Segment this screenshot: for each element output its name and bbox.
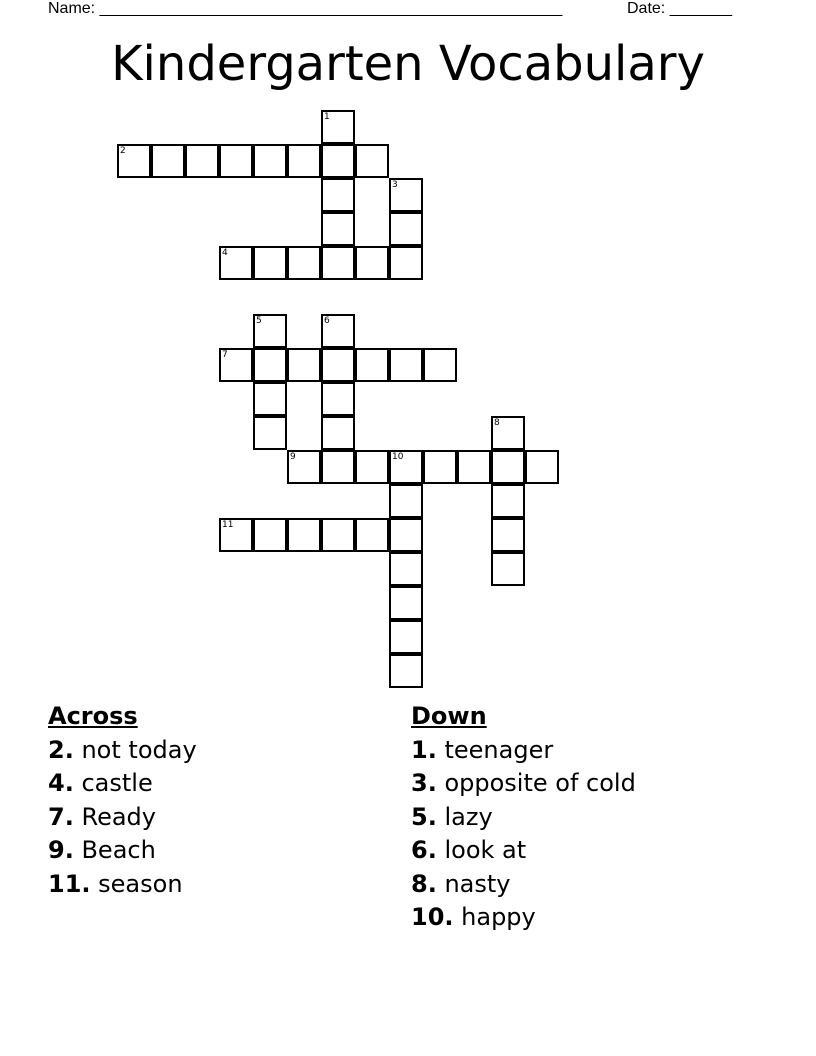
crossword-cell[interactable] [117, 144, 151, 178]
page-title: Kindergarten Vocabulary [111, 36, 705, 92]
crossword-cell[interactable] [151, 144, 185, 178]
clue-number: 8 [494, 418, 500, 428]
crossword-cell[interactable] [389, 620, 423, 654]
crossword-cell[interactable] [185, 144, 219, 178]
crossword-cell[interactable] [389, 586, 423, 620]
crossword-cell[interactable] [321, 348, 355, 382]
crossword-cell[interactable] [287, 518, 321, 552]
clue-number: 4 [222, 248, 228, 258]
crossword-cell[interactable] [389, 654, 423, 688]
clue-number: 11 [222, 520, 234, 530]
crossword-cell[interactable] [321, 382, 355, 416]
clue-number: 6 [324, 316, 330, 326]
crossword-cell[interactable] [389, 552, 423, 586]
crossword-cell[interactable] [389, 484, 423, 518]
clue-number: 9 [290, 452, 296, 462]
crossword-cell[interactable] [219, 348, 253, 382]
crossword-cell[interactable] [253, 382, 287, 416]
crossword-cell[interactable] [355, 450, 389, 484]
crossword-cell[interactable] [321, 178, 355, 212]
name-field-label: Name: ____________________________________________________ [48, 0, 563, 17]
crossword-cell[interactable] [355, 144, 389, 178]
crossword-cell[interactable] [355, 246, 389, 280]
crossword-cell[interactable] [219, 518, 253, 552]
clue-item: 8. nasty [411, 869, 511, 898]
clue-item: 5. lazy [411, 802, 493, 831]
crossword-cell[interactable] [253, 348, 287, 382]
crossword-cell[interactable] [389, 348, 423, 382]
clue-item: 3. opposite of cold [411, 769, 636, 797]
crossword-cell[interactable] [389, 246, 423, 280]
clue-item: 11. season [48, 869, 183, 898]
clue-item: 9. Beach [48, 836, 156, 864]
crossword-cell[interactable] [389, 212, 423, 246]
crossword-cell[interactable] [253, 144, 287, 178]
clue-number: 2 [120, 146, 126, 156]
crossword-cell[interactable] [321, 450, 355, 484]
crossword-cell[interactable] [287, 450, 321, 484]
crossword-cell[interactable] [253, 416, 287, 450]
crossword-cell[interactable] [525, 450, 559, 484]
crossword-cell[interactable] [287, 246, 321, 280]
crossword-cell[interactable] [253, 314, 287, 348]
crossword-cell[interactable] [321, 212, 355, 246]
crossword-cell[interactable] [253, 518, 287, 552]
crossword-cell[interactable] [355, 518, 389, 552]
date-field-label: Date: _______ [627, 0, 732, 17]
crossword-cell[interactable] [423, 348, 457, 382]
down-clues [411, 700, 636, 935]
crossword-cell[interactable] [491, 518, 525, 552]
crossword-cell[interactable] [321, 416, 355, 450]
clue-number: 10 [392, 452, 404, 462]
crossword-cell[interactable] [389, 450, 423, 484]
clue-item: 7. Ready [48, 802, 156, 831]
crossword-cell[interactable] [321, 314, 355, 348]
clue-number: 7 [222, 350, 228, 360]
crossword-cell[interactable] [491, 416, 525, 450]
crossword-cell[interactable] [219, 246, 253, 280]
crossword-cell[interactable] [389, 518, 423, 552]
crossword-cell[interactable] [491, 484, 525, 518]
crossword-cell[interactable] [253, 246, 287, 280]
crossword-cell[interactable] [355, 348, 389, 382]
crossword-cell[interactable] [219, 144, 253, 178]
clue-item: 4. castle [48, 769, 153, 797]
crossword-cell[interactable] [389, 178, 423, 212]
crossword-cell[interactable] [321, 110, 355, 144]
crossword-cell[interactable] [457, 450, 491, 484]
clue-number: 3 [392, 180, 398, 190]
crossword-cell[interactable] [423, 450, 457, 484]
across-heading: Across [48, 702, 138, 730]
clue-item: 10. happy [411, 903, 536, 931]
crossword-cell[interactable] [491, 450, 525, 484]
crossword-cell[interactable] [287, 144, 321, 178]
crossword-cell[interactable] [491, 552, 525, 586]
clue-item: 2. not today [48, 735, 197, 764]
down-heading: Down [411, 702, 487, 730]
clue-number: 5 [256, 316, 262, 326]
across-clues [48, 700, 197, 901]
clue-item: 1. teenager [411, 735, 554, 764]
clue-number: 1 [324, 112, 330, 122]
crossword-cell[interactable] [321, 518, 355, 552]
crossword-cell[interactable] [287, 348, 321, 382]
clue-item: 6. look at [411, 836, 527, 864]
crossword-cell[interactable] [321, 246, 355, 280]
crossword-cell[interactable] [321, 144, 355, 178]
